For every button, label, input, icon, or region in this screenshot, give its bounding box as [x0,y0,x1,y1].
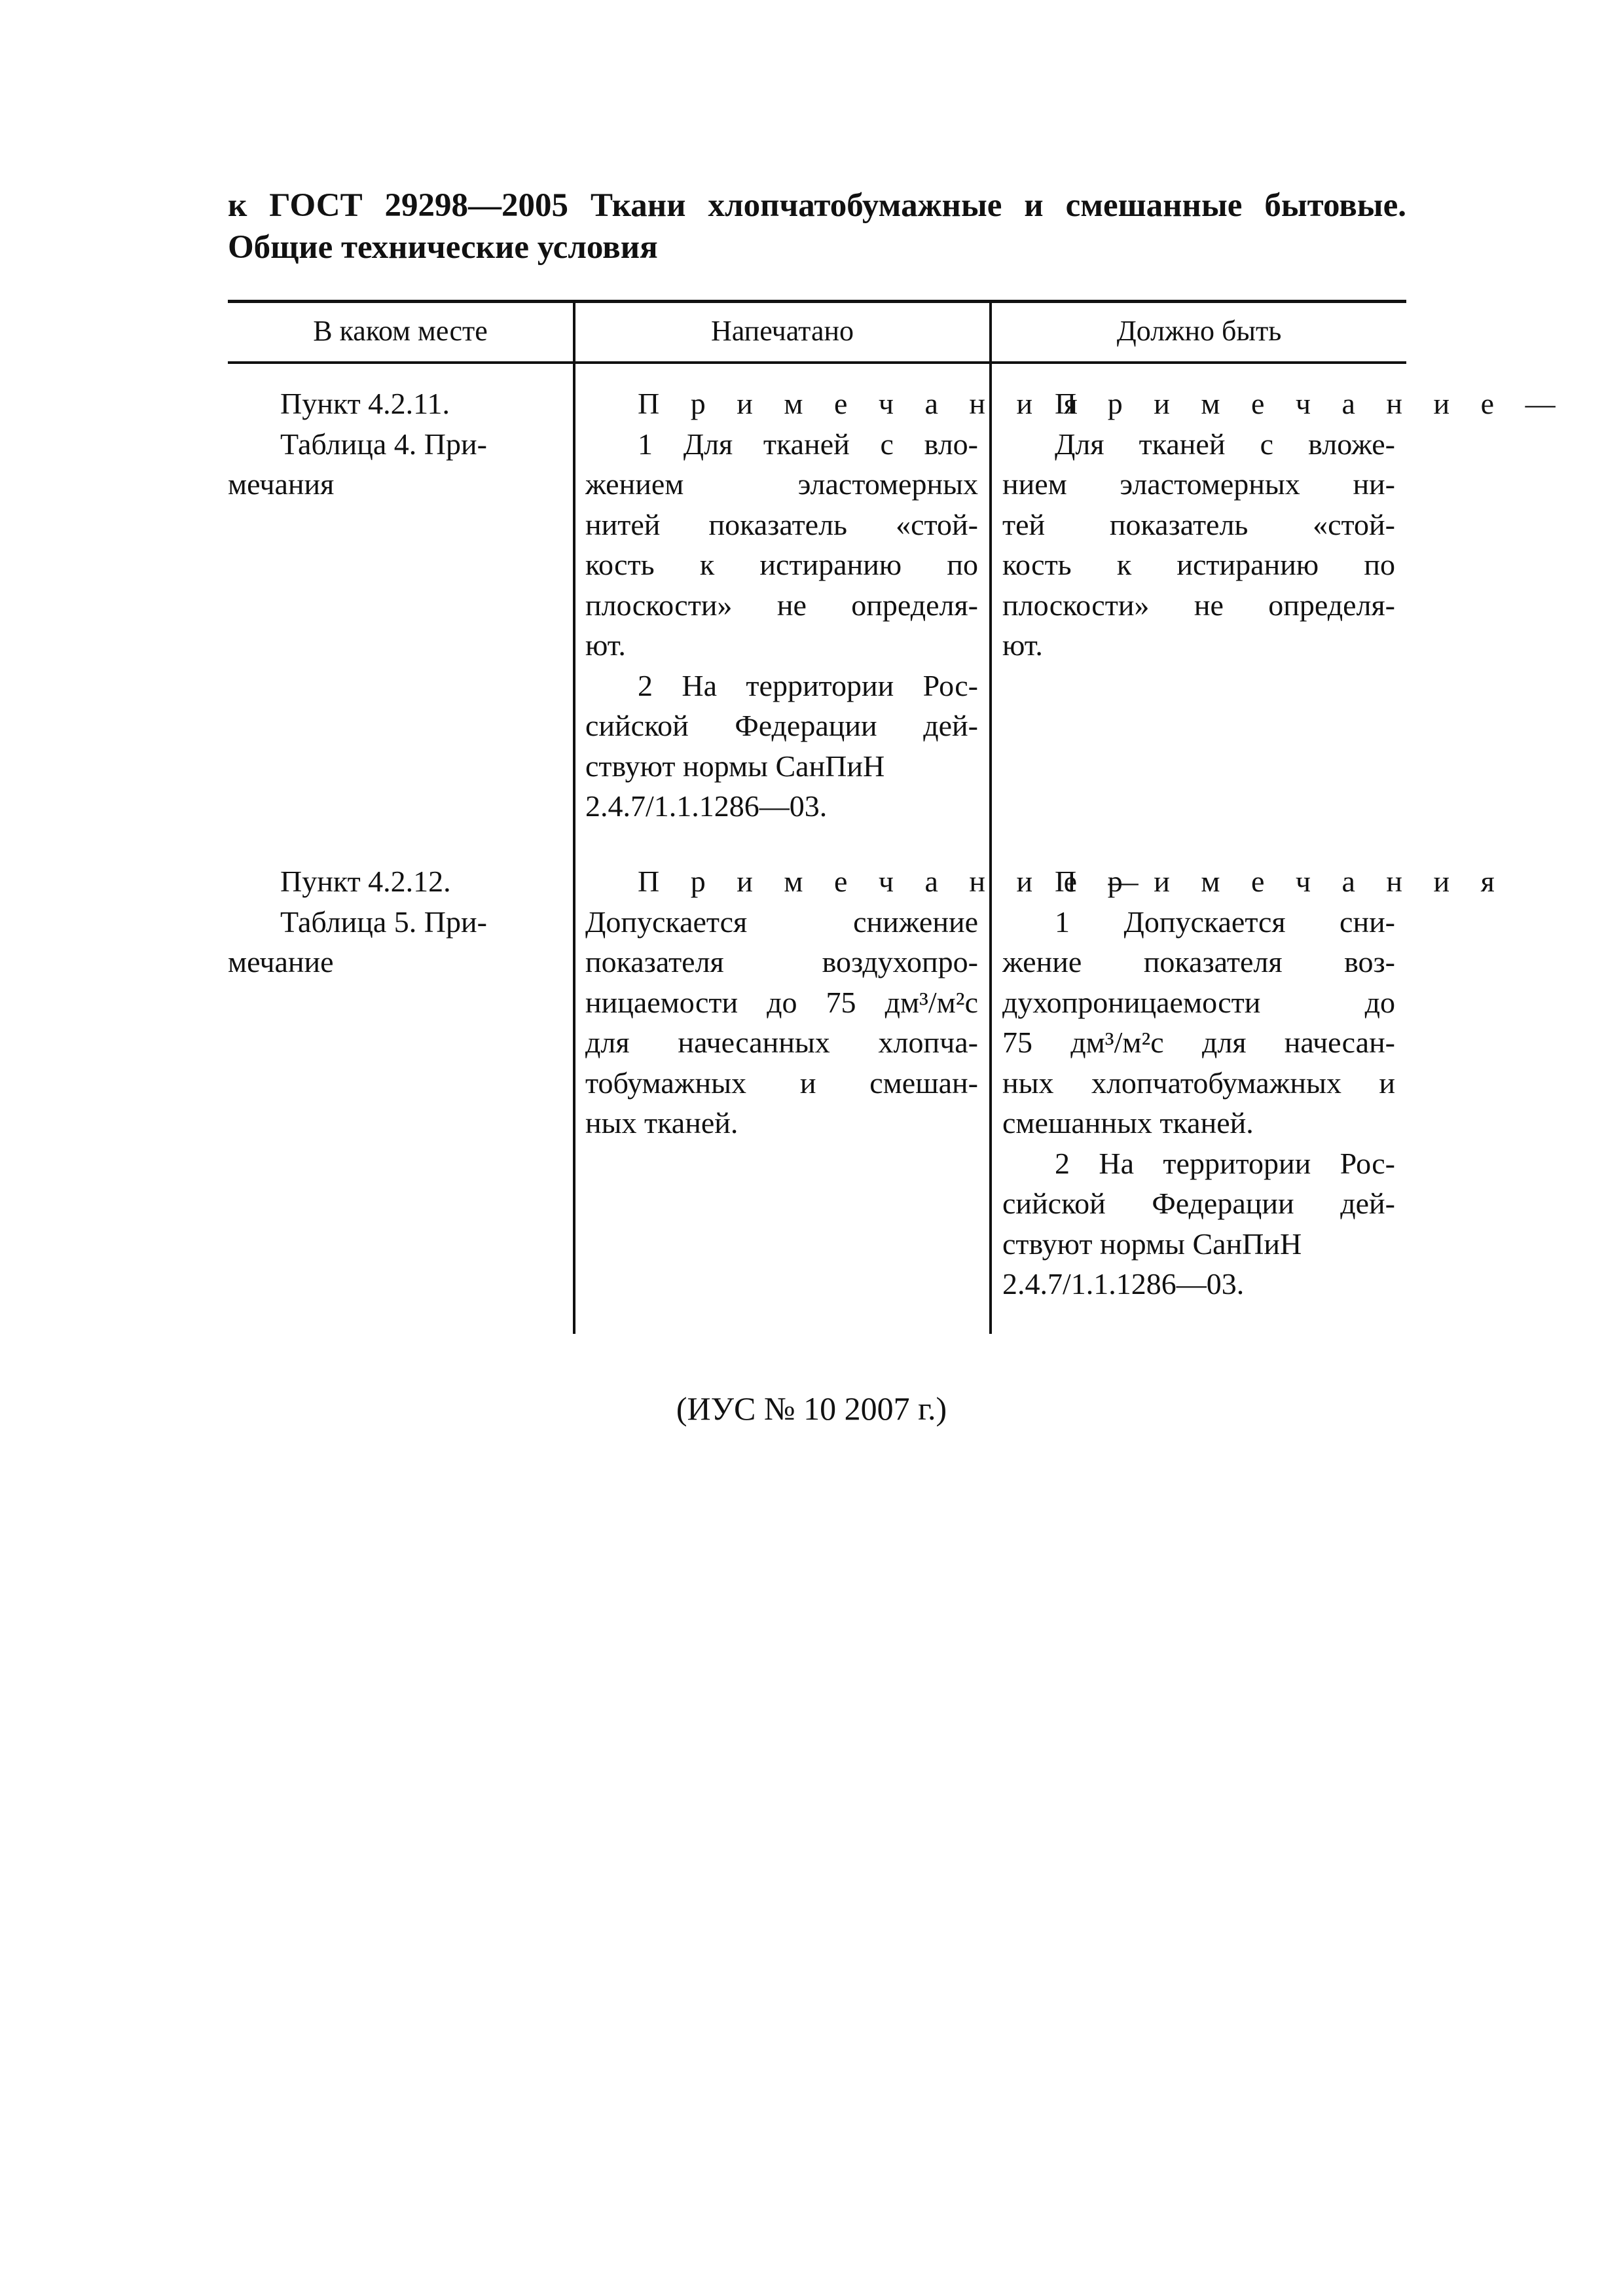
cell-line: 1 Для тканей с вло- [638,427,978,461]
table-top-rule [228,300,1406,303]
cell-line: тобумажных и смешан- [585,1066,978,1100]
cell-line: П р и м е ч а н и я [1055,865,1506,898]
cell-line: духопроницаемости до [1002,985,1395,1019]
cell-line: 2 На территории Рос- [638,668,978,702]
table-row-1-should-be [1002,384,1567,666]
cell-line: 2.4.7/1.1.1286—03. [585,789,828,823]
cell-line: ют. [1002,628,1043,662]
cell-line: Таблица 4. При- [280,427,487,461]
cell-line: ствуют нормы СанПиН [585,749,885,783]
cell-line: ствуют нормы СанПиН [1002,1227,1302,1261]
table-row-2-where [228,861,542,982]
cell-line: мечания [228,467,335,501]
cell-line: 2 На территории Рос- [1055,1146,1395,1180]
document-header [228,185,1406,268]
cell-line: 75 дм³/м²с для начесан- [1002,1026,1395,1059]
publication-reference: (ИУС № 10 2007 г.) [676,1390,947,1427]
cell-line: П р и м е ч а н и я [638,387,1089,420]
cell-line: плоскости» не определя- [1002,588,1395,622]
cell-line: мечание [228,945,334,978]
cell-line: для начесанных хлопча- [585,1026,978,1059]
cell-line: кость к истиранию по [1002,548,1395,581]
cell-line: Таблица 5. При- [280,905,487,939]
cell-line: жение показателя воз- [1002,945,1395,978]
cell-line: Допускается снижение [585,905,978,939]
cell-line: смешанных тканей. [1002,1106,1254,1139]
column-divider-2 [989,300,992,1334]
cell-line: нитей показатель «стой- [585,507,978,541]
cell-line: сийской Федерации дей- [585,709,978,742]
table-row-1-printed [585,384,1089,827]
cell-line: П р и м е ч а н и е — [1055,387,1567,420]
cell-line: ницаемости до 75 дм³/м²с [585,985,978,1019]
cell-line: ют. [585,628,626,662]
column-header-where: В каком месте [313,315,488,347]
cell-line: ных тканей. [585,1106,739,1139]
cell-line: 2.4.7/1.1.1286—03. [1002,1267,1245,1300]
cell-line: плоскости» не определя- [585,588,978,622]
cell-line: Пункт 4.2.12. [280,865,451,898]
cell-line: П р и м е ч а н и е — [638,865,1150,898]
table-header-rule [228,361,1406,364]
cell-line: Пункт 4.2.11. [280,387,450,420]
cell-line: тей показатель «стой- [1002,507,1395,541]
column-divider-1 [573,300,575,1334]
header-line-2: Общие технические условия [228,229,658,266]
cell-line: сийской Федерации дей- [1002,1187,1395,1220]
table-row-2-should-be [1002,861,1506,1304]
cell-line: ных хлопчатобумажных и [1002,1066,1395,1100]
header-line-1: к ГОСТ 29298—2005 Ткани хлопчатобумажные и смешанные бытовые. [228,187,1406,224]
cell-line: показателя воздухопро- [585,945,978,978]
cell-line: Для тканей с вложе- [1055,427,1395,461]
cell-line: кость к истиранию по [585,548,978,581]
corrections-table [228,300,1567,1334]
cell-line: жением эластомерных [585,467,978,501]
cell-line: 1 Допускается сни- [1055,905,1395,939]
column-header-should-be: Должно быть [1116,315,1282,347]
column-header-printed: Напечатано [710,315,854,347]
cell-line: нием эластомерных ни- [1002,467,1395,501]
table-row-2-printed [585,861,1150,1143]
table-row-1-where [228,384,542,505]
